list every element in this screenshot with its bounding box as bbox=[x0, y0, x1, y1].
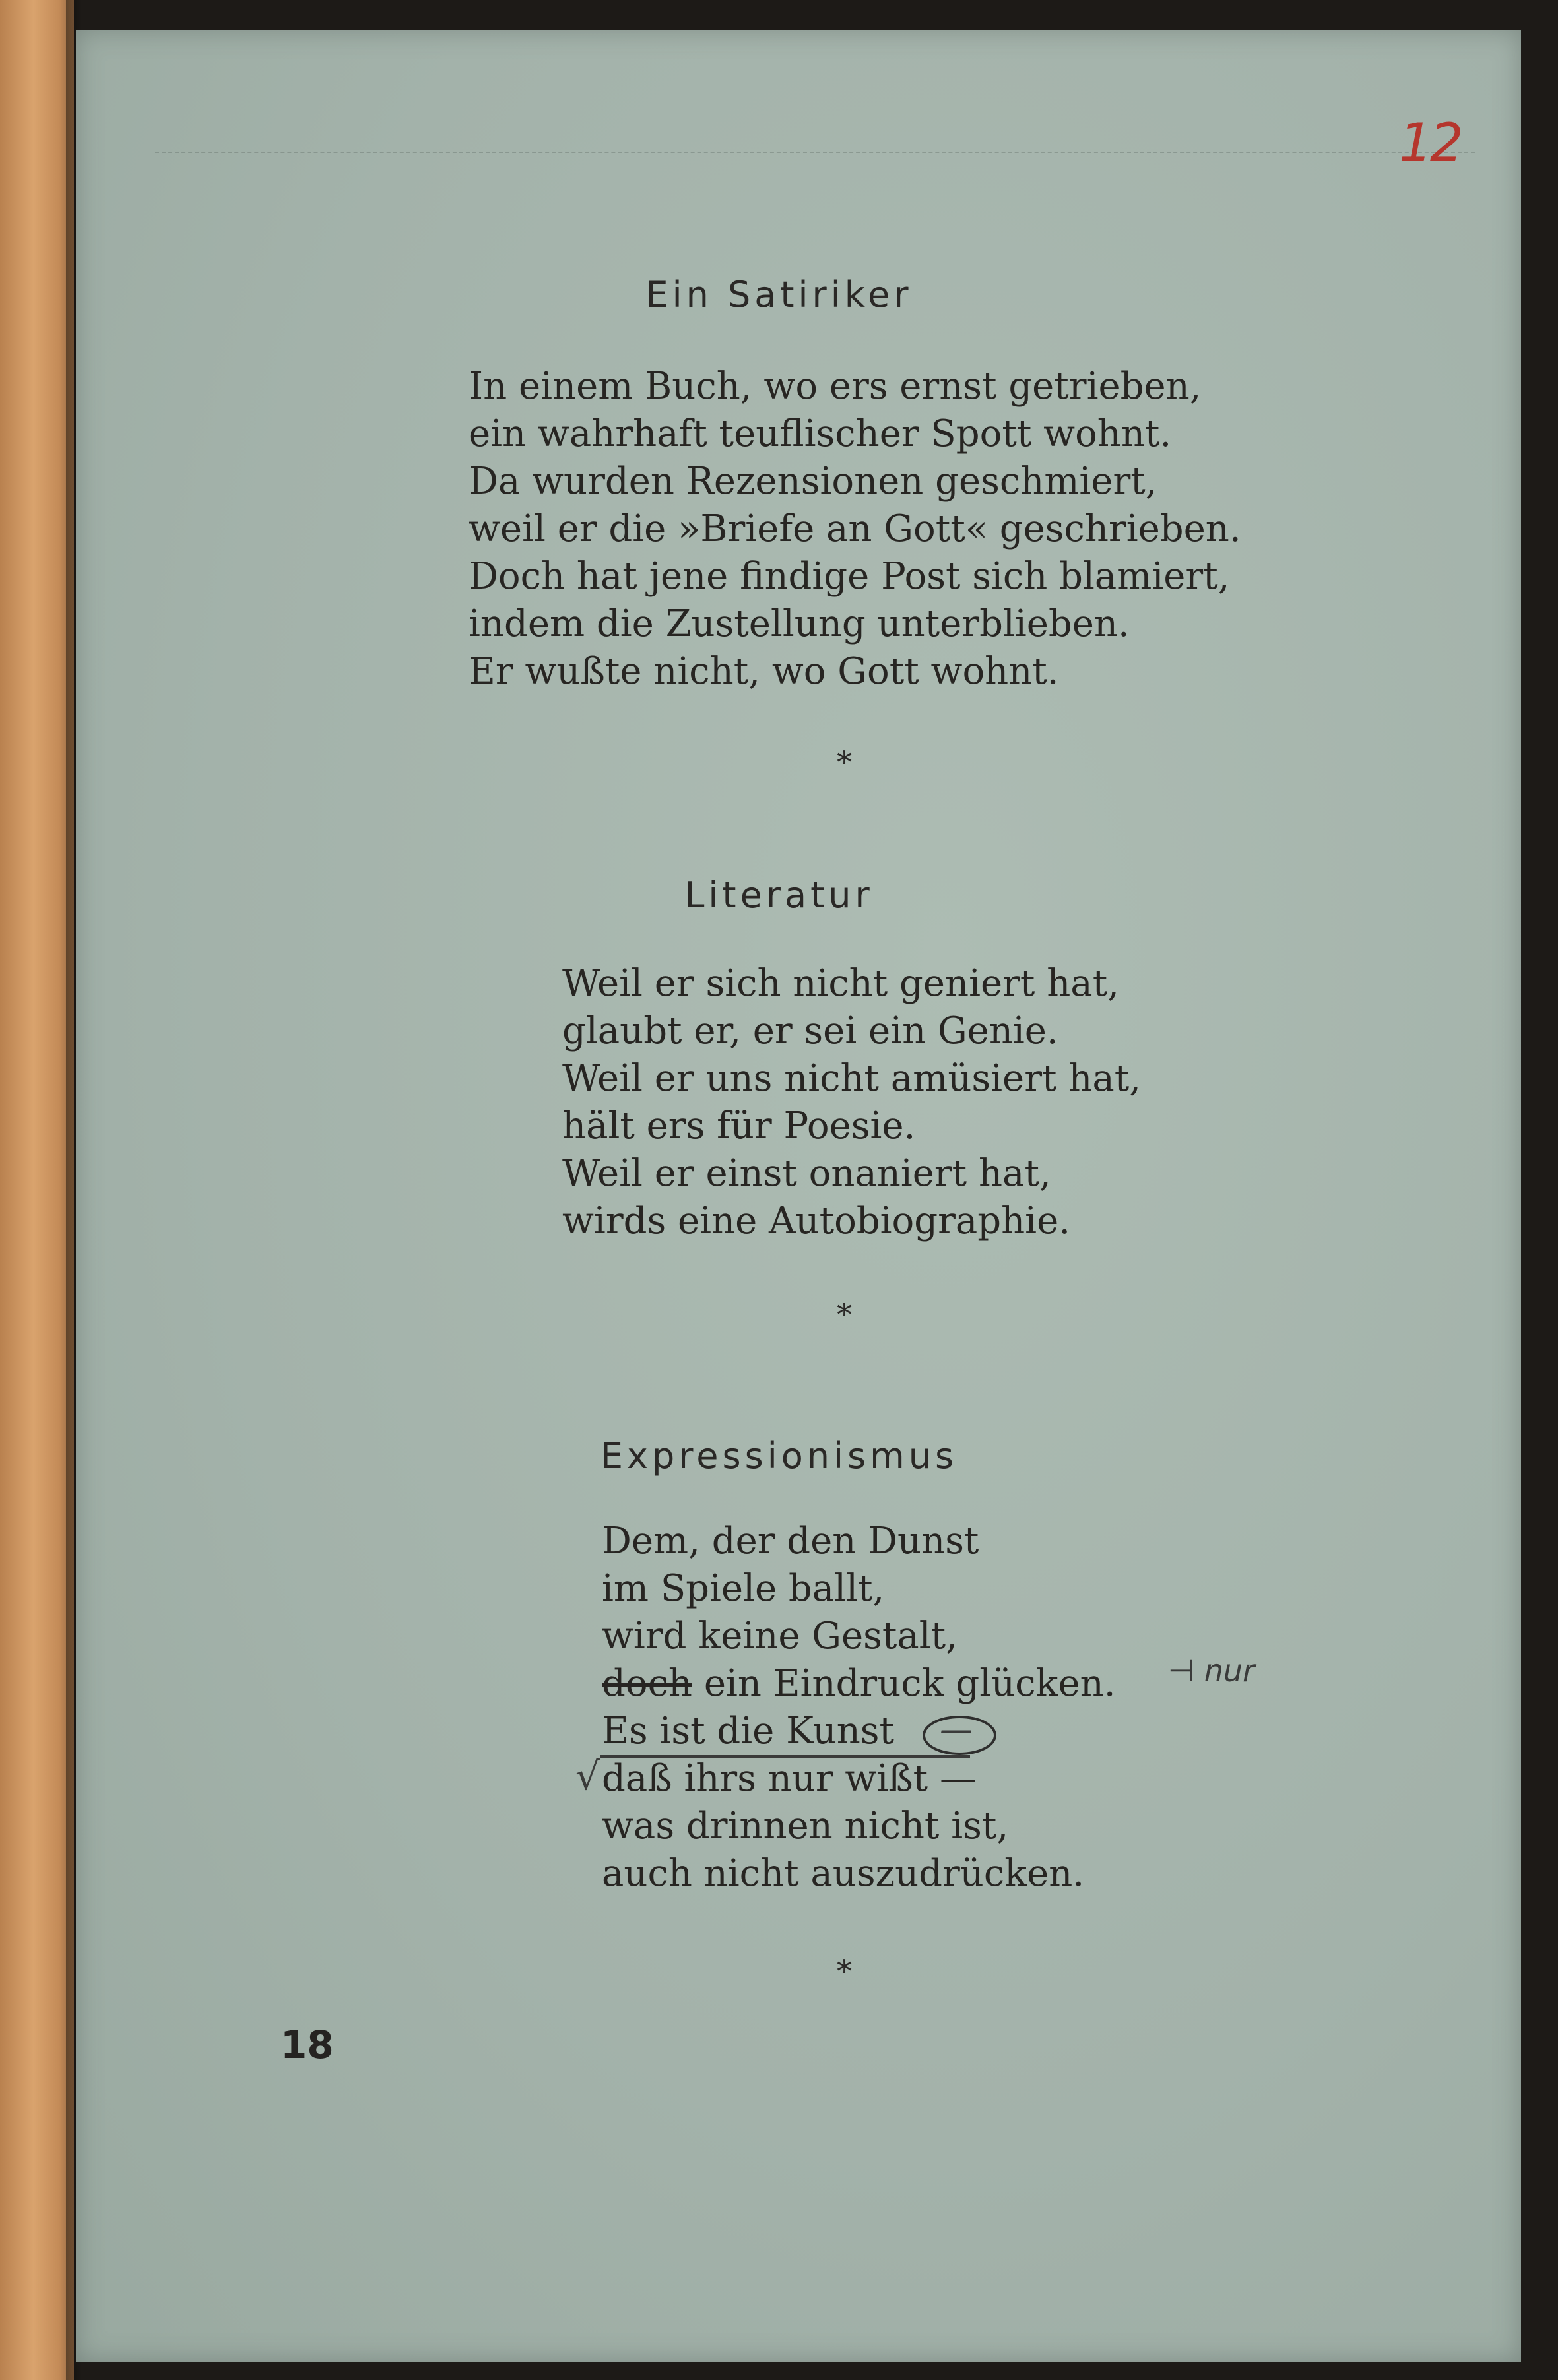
circled-dash: — bbox=[940, 1710, 973, 1749]
pencil-underline bbox=[600, 1755, 970, 1758]
poem-stanza-satiriker bbox=[469, 363, 1241, 695]
poem-line-text: ein Eindruck glücken. bbox=[703, 1662, 1116, 1705]
poem-stanza-literatur bbox=[562, 960, 1141, 1245]
separator-star: * bbox=[837, 1297, 852, 1332]
poem-line: In einem Buch, wo ers ernst getrieben, bbox=[469, 365, 1202, 408]
poem-line: wird keine Gestalt, bbox=[602, 1615, 958, 1657]
poem-title-expressionismus: Expressionismus bbox=[600, 1435, 958, 1477]
poem-line: ein wahrhaft teuflischer Spott wohnt. bbox=[469, 412, 1172, 455]
poem-line: glaubt er, er sei ein Genie. bbox=[562, 1010, 1058, 1052]
page-number: 18 bbox=[280, 2022, 334, 2067]
poem-stanza-expressionismus bbox=[602, 1518, 1116, 1898]
poem-line: Weil er einst onaniert hat, bbox=[562, 1152, 1051, 1195]
poem-line: auch nicht auszudrücken. bbox=[602, 1852, 1085, 1895]
struck-word: doch bbox=[602, 1662, 692, 1705]
poem-line: Es ist die Kunst bbox=[602, 1710, 895, 1753]
poem-line: Weil er sich nicht geniert hat, bbox=[562, 962, 1119, 1005]
poem-line: wirds eine Autobiographie. bbox=[562, 1200, 1071, 1242]
poem-line: indem die Zustellung unterblieben. bbox=[469, 602, 1130, 645]
poem-title-literatur: Literatur bbox=[684, 874, 874, 916]
poem-line: hält ers für Poesie. bbox=[562, 1105, 916, 1147]
poem-line: was drinnen nicht ist, bbox=[602, 1805, 1009, 1848]
separator-star: * bbox=[837, 744, 852, 780]
poem-line: daß ihrs nur wißt — bbox=[602, 1757, 977, 1800]
bleed-through-line bbox=[155, 125, 1475, 153]
poem-line: Dem, der den Dunst bbox=[602, 1520, 979, 1562]
poem-line: Da wurden Rezensionen geschmiert, bbox=[469, 460, 1157, 503]
poem-line: Doch hat jene findige Post sich blamiert, bbox=[469, 555, 1230, 598]
poem-line: Weil er uns nicht amüsiert hat, bbox=[562, 1057, 1142, 1100]
poem-line: im Spiele ballt, bbox=[602, 1567, 885, 1610]
poem-line: Er wußte nicht, wo Gott wohnt. bbox=[469, 650, 1059, 693]
check-mark-icon: √ bbox=[575, 1754, 600, 1799]
poem-line-with-strike bbox=[602, 1660, 1116, 1708]
folio-number: 12 bbox=[1399, 112, 1461, 174]
book-spine bbox=[0, 0, 74, 2380]
separator-star: * bbox=[837, 1953, 852, 1989]
poem-title-satiriker: Ein Satiriker bbox=[645, 274, 913, 315]
margin-note: ⊣ nur bbox=[1168, 1653, 1255, 1689]
poem-line: weil er die »Briefe an Gott« geschrieben. bbox=[469, 507, 1241, 550]
